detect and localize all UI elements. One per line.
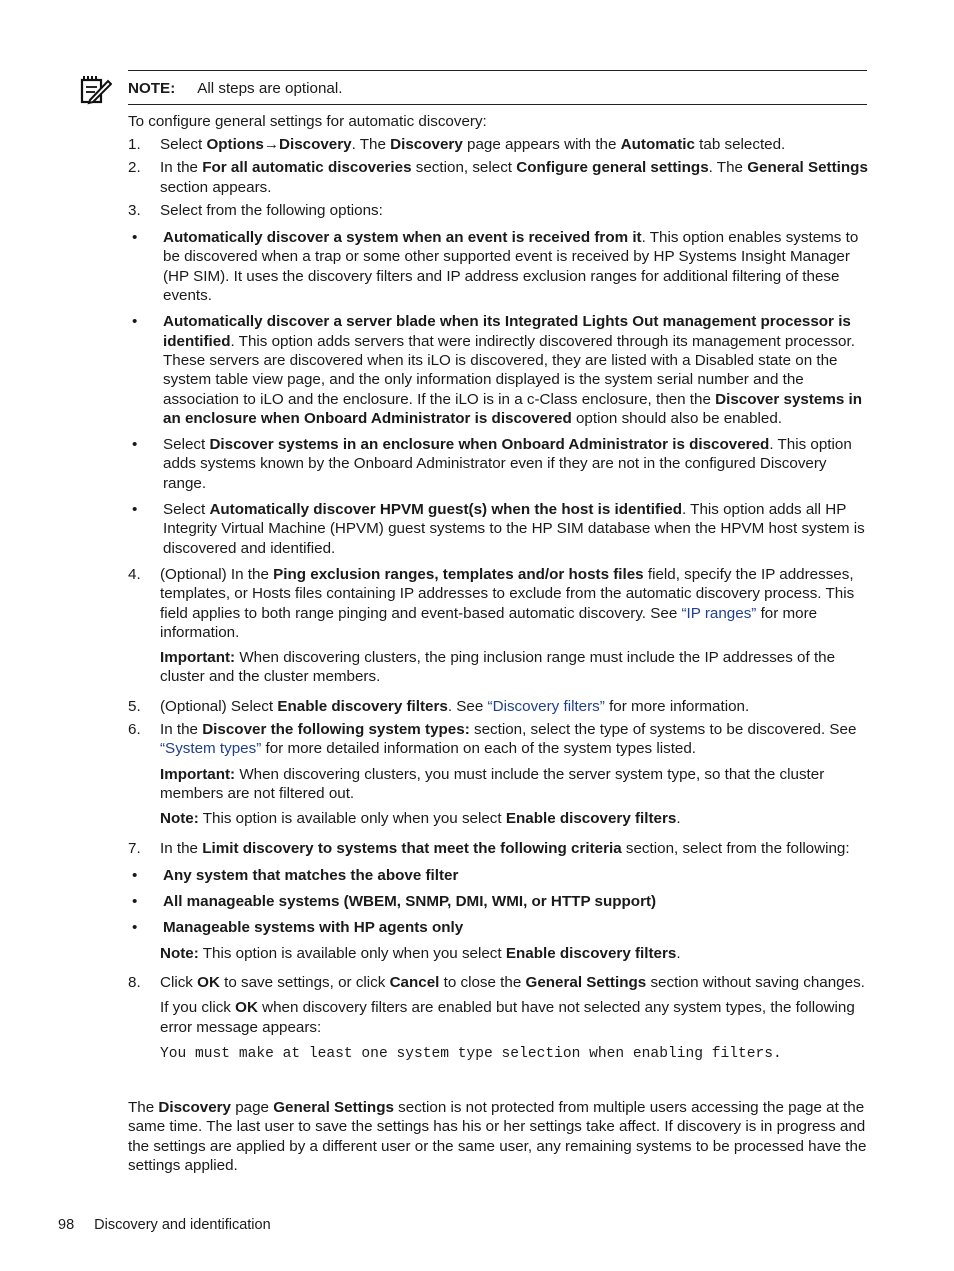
step-2: 2. In the For all automatic discoveries section, select Configure general settings. The General Settings section appears. — [128, 159, 868, 196]
steps-list — [128, 135, 868, 1064]
step-number: 6. — [128, 721, 141, 739]
option-onboard-admin: • Select Discover systems in an enclosure when Onboard Administrator is discovered. This option adds systems known by the Onboard Administrator even if they are not in the configured Discovery range. — [128, 435, 868, 493]
system-types-link[interactable]: “System types” — [160, 740, 262, 758]
ip-ranges-link[interactable]: “IP ranges” — [681, 604, 757, 622]
step-5: 5. (Optional) Select Enable discovery filters. See “Discovery filters” for more information. — [128, 697, 750, 715]
criteria-item: • Any system that matches the above filter — [128, 866, 868, 885]
step-number: 5. — [128, 697, 141, 715]
step-number: 4. — [128, 565, 141, 583]
intro-paragraph: To configure general settings for automatic discovery: — [128, 113, 487, 130]
page-footer — [58, 1216, 271, 1235]
note-text: All steps are optional. — [197, 80, 343, 97]
step-number: 1. — [128, 136, 141, 153]
note-label: NOTE: — [128, 80, 176, 97]
note-icon — [80, 73, 112, 105]
step-4: 4. (Optional) In the Ping exclusion ranges, templates and/or hosts files field, specify the IP addresses, templates, or Hosts files containing IP addresses to exclude from the automatic discovery process. This field applies to both range pinging and event-based automatic discovery. See “IP ranges” for more information. Important: When discovering clusters, the ping inclusion range must include the IP addresses of the cluster and the cluster members. — [128, 565, 855, 686]
step-number: 8. — [128, 973, 141, 991]
step-7: 7. In the Limit discovery to systems that meet the following criteria section, select from the following: • Any system that matches the above filter • All manageable systems (WBEM, SNMP, DMI, WMI, or HTTP support) • Manageable systems with HP agents only Note: This option is available only when you select Enable discovery filters. — [128, 839, 868, 963]
step-number: 3. — [128, 201, 141, 219]
step-number: 2. — [128, 159, 141, 177]
step-number: 7. — [128, 839, 141, 857]
option-hpvm: • Select Automatically discover HPVM guest(s) when the host is identified. This option adds all HP Integrity Virtual Machine (HPVM) guest systems to the HP SIM database when the HPVM host system is discovered and identified. — [128, 500, 868, 558]
step-6: 6. In the Discover the following system types: section, select the type of systems to be discovered. See “System types” for more detailed information on each of the system types listed. Important: When discovering clusters, you must include the server system type, so that the cluster members are not filtered out. Note: This option is available only when you select Enable discovery filters. — [128, 721, 857, 828]
option-event-discovery: • Automatically discover a system when an event is received from it. This option enables systems to be discovered when a trap or some other supported event is received by HP Systems Insight Manager (HP SIM). It uses the discovery filters and IP address exclusion ranges for additional filtering of these events. — [128, 228, 868, 305]
page-number: 98 — [58, 1217, 75, 1233]
criteria-item: • Manageable systems with HP agents only — [128, 918, 868, 937]
discovery-filters-link[interactable]: “Discovery filters” — [487, 697, 605, 715]
closing-paragraph: The Discovery page General Settings section is not protected from multiple users accessing the page at the same time. The last user to save the settings has his or her settings take affect. If discovery is in progress and the settings are applied by a different user or the same user, any remaining systems to be processed have the settings applied. — [128, 1099, 867, 1174]
section-title: Discovery and identification — [94, 1217, 271, 1233]
error-message: You must make at least one system type selection when enabling filters. — [160, 1045, 782, 1062]
criteria-item: • All manageable systems (WBEM, SNMP, DMI, WMI, or HTTP support) — [128, 892, 868, 911]
step-3: 3. Select from the following options: • Automatically discover a system when an event is received from it. This option enables systems to be discovered when a trap or some other supported event is received by HP Systems Insight Manager (HP SIM). It uses the discovery filters and IP address exclusion ranges for additional filtering of these events. • Automatically discover a server blade when its Integrated Lights Out management processor is identified. This option adds servers that were indirectly discovered through its management processor. These servers are discovered when its iLO is discovered, they are listed with a Disabled state on the system table view page, and the only information displayed is the system serial number and the association to iLO and the enclosure. If the iLO is in a c-Class enclosure, then the Discover systems in an enclosure when Onboard Administrator is discovered option should also be enabled. • Select Discover systems in an enclosure when Onboard Administrator is discovered. This option adds systems known by the Onboard Administrator even if they are not in the configured Discovery range. • Select Automatically discover HPVM guest(s) when the host is identified. This option adds all HP Integrity Virtual Machine (HPVM) guest systems to the HP SIM database when the HPVM host system is discovered and identified. — [128, 201, 868, 558]
option-server-blade: • Automatically discover a server blade when its Integrated Lights Out management processor is identified. This option adds servers that were indirectly discovered through its management processor. These servers are discovered when its iLO is discovered, they are listed with a Disabled state on the system table view page, and the only information displayed is the system serial number and the association to iLO and the enclosure. If the iLO is in a c-Class enclosure, then the Discover systems in an enclosure when Onboard Administrator is discovered option should also be enabled. — [128, 312, 868, 428]
step-1: 1. Select Options→Discovery. The Discovery page appears with the Automatic tab selected. — [128, 136, 786, 153]
step-8: 8. Click OK to save settings, or click Cancel to close the General Settings section without saving changes. If you click OK when discovery filters are enabled but have not selected any system types, the following error message appears: You must make at least one system type selection when enabling filters. — [128, 973, 868, 1064]
note-box — [128, 70, 867, 105]
